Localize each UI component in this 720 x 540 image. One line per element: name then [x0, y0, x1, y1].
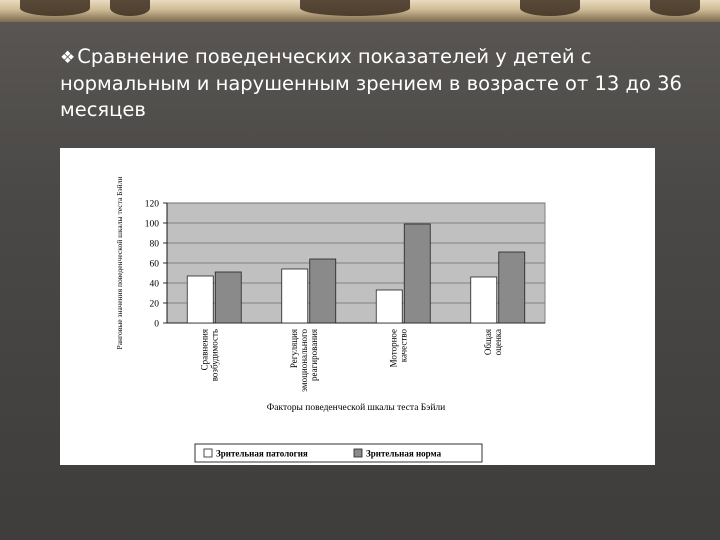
- legend-label: Зрительная патология: [216, 448, 308, 459]
- chart-container: [60, 148, 655, 465]
- y-axis-title: Ранговые значения поведенческой шкалы теста Бэйли: [115, 176, 124, 350]
- slide-title-text: Сравнение поведенческих показателей у детей с нормальным и нарушенным зрением в возрасте от 13 до 36 месяцев: [60, 45, 682, 121]
- bar: [471, 277, 497, 323]
- x-category-label: Моторноекачество: [388, 329, 409, 368]
- x-axis-title: Факторы поведенческой шкалы теста Бэйли: [266, 403, 446, 413]
- decorative-top-band: [0, 0, 720, 22]
- bar: [187, 276, 213, 323]
- y-tick-label: 40: [149, 279, 159, 290]
- y-tick-label: 0: [154, 319, 159, 330]
- slide-title: [60, 44, 700, 123]
- y-tick-label: 80: [149, 239, 159, 250]
- bar: [499, 252, 525, 323]
- legend-swatch: [354, 449, 362, 457]
- bar: [310, 259, 336, 323]
- bar-chart: [60, 148, 655, 465]
- x-category-label: Общаяоценка: [482, 329, 503, 356]
- bar: [404, 224, 430, 323]
- x-category-label: Сравнениявозбудимость: [199, 329, 220, 382]
- diamond-cluster-icon: ❖: [60, 48, 76, 68]
- x-category-label: Регуляцияэмоциональногореагирования: [288, 329, 319, 392]
- y-tick-label: 60: [149, 259, 159, 270]
- y-tick-label: 120: [144, 199, 159, 210]
- y-tick-label: 100: [144, 219, 159, 230]
- y-tick-label: 20: [149, 299, 159, 310]
- bar: [282, 269, 308, 323]
- bar: [376, 290, 402, 323]
- legend-swatch: [204, 449, 212, 457]
- bar: [215, 272, 241, 323]
- legend-label: Зрительная норма: [366, 448, 442, 459]
